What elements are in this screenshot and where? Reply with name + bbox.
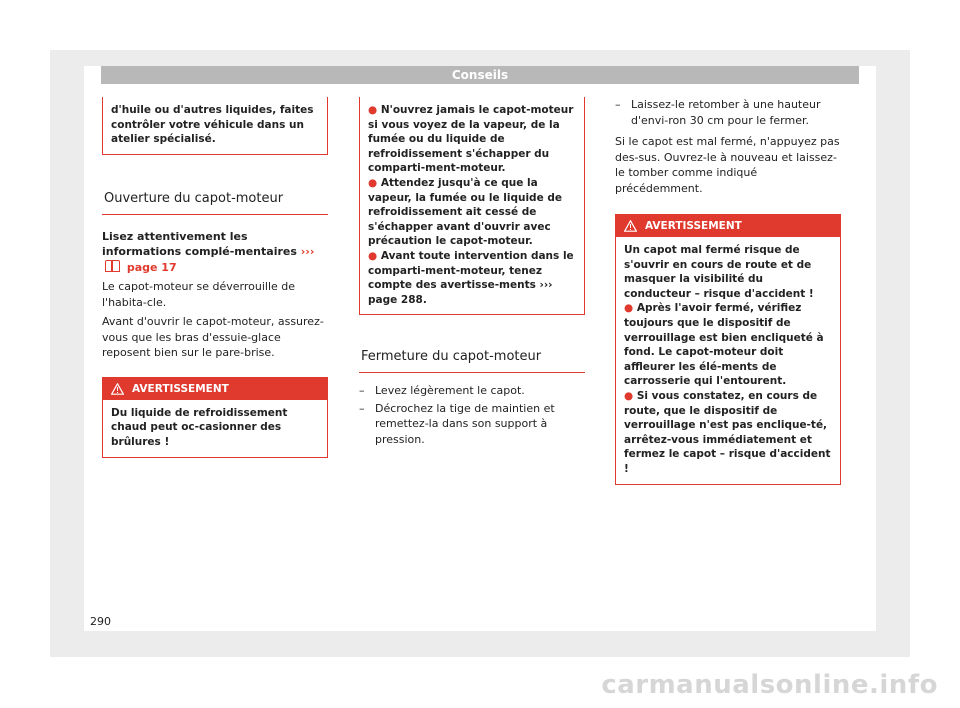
warning-box-hood xyxy=(615,214,841,485)
warning-bullet: ● Avant toute intervention dans le comparti-ment-moteur, tenez compte des avertisse-ments ››› page 288. xyxy=(368,249,574,306)
column-1 xyxy=(102,97,328,458)
step-item: – Levez légèrement le capot. xyxy=(359,384,525,398)
warning-bullet: ● Si vous constatez, en cours de route, que le dispositif de verrouillage n'est pas enclique-té, arrêtez-vous immédiatement et fermez le capot – risque d'accident ! xyxy=(624,389,831,475)
warning-label: AVERTISSEMENT xyxy=(132,382,229,395)
intro-paragraph xyxy=(102,229,328,276)
page-number: 290 xyxy=(90,615,111,628)
bullet-icon: ● xyxy=(368,249,378,262)
warning-content xyxy=(616,237,840,484)
page-ref-link-288[interactable]: ››› page 288 xyxy=(368,279,553,306)
warning-triangle-icon xyxy=(624,220,637,232)
step-item: – Laissez-le retomber à une hauteur d'envi-ron 30 cm pour le fermer. xyxy=(615,98,821,127)
bullet-icon: ● xyxy=(368,104,378,116)
ref-arrows: ››› xyxy=(300,245,315,259)
paragraph-wipers: Avant d'ouvrir le capot-moteur, assurez-vous que les bras d'essuie-glace reposent bien sur le pare-brise. xyxy=(102,315,324,360)
warning-text: Du liquide de refroidissement chaud peut oc-casionner des brûlures ! xyxy=(111,406,288,448)
warning-bullets xyxy=(360,97,584,314)
warning-bullet: ● Après l'avoir fermé, vérifiez toujours que le dispositif de verrouillage est bien encliqueté à fond. Le capot-moteur doit affleurer les élé-ments de carrosserie qui l'entourent. xyxy=(624,302,824,388)
continued-warning-box xyxy=(102,97,328,155)
bullet-icon: ● xyxy=(624,389,634,402)
warning-intro: Un capot mal fermé risque de s'ouvrir en cours de route et de masquer la visibilité du conducteur – risque d'accident ! xyxy=(624,244,814,300)
paragraph-badly-closed: Si le capot est mal fermé, n'appuyez pas des-sus. Ouvrez-le à nouveau et laissez-le tomber comme indiqué précédemment. xyxy=(615,135,840,195)
book-icon xyxy=(105,260,120,272)
page-header: Conseils xyxy=(101,66,859,84)
watermark: carmanualsonline.info xyxy=(601,670,938,700)
warning-header xyxy=(616,215,840,237)
section-title-opening: Ouverture du capot-moteur xyxy=(102,190,328,215)
continued-warning-text: d'huile ou d'autres liquides, faites contrôler votre véhicule dans un atelier spécialisé. xyxy=(111,104,314,146)
column-3 xyxy=(615,97,841,485)
step-item: – Décrochez la tige de maintien et remettez-la dans son support à pression. xyxy=(359,401,555,446)
paragraph-unlock: Le capot-moteur se déverrouille de l'habita-cle. xyxy=(102,280,296,309)
warning-bullet: ● Attendez jusqu'à ce que la vapeur, la fumée ou le liquide de refroidissement ait cessé de s'échapper avant d'ouvrir avec précaution le capot-moteur. xyxy=(368,176,562,248)
intro-text: Lisez attentivement les informations complé-mentaires xyxy=(102,229,297,259)
warning-bullet: ● N'ouvrez jamais le capot-moteur si vous voyez de la vapeur, de la fumée ou du liquide de refroidissement s'échapper du comparti-ment-moteur. xyxy=(368,104,574,175)
page-ref-link[interactable]: page 17 xyxy=(126,260,177,274)
section-title-closing: Fermeture du capot-moteur xyxy=(359,348,585,373)
warning-label: AVERTISSEMENT xyxy=(645,220,742,232)
column-2 xyxy=(359,97,585,447)
bullet-icon: ● xyxy=(624,302,634,315)
warning-header xyxy=(103,378,327,400)
warning-triangle-icon xyxy=(111,383,124,395)
continued-warning-box-2 xyxy=(359,97,585,315)
bullet-icon: ● xyxy=(368,176,378,189)
warning-box-coolant xyxy=(102,377,328,458)
